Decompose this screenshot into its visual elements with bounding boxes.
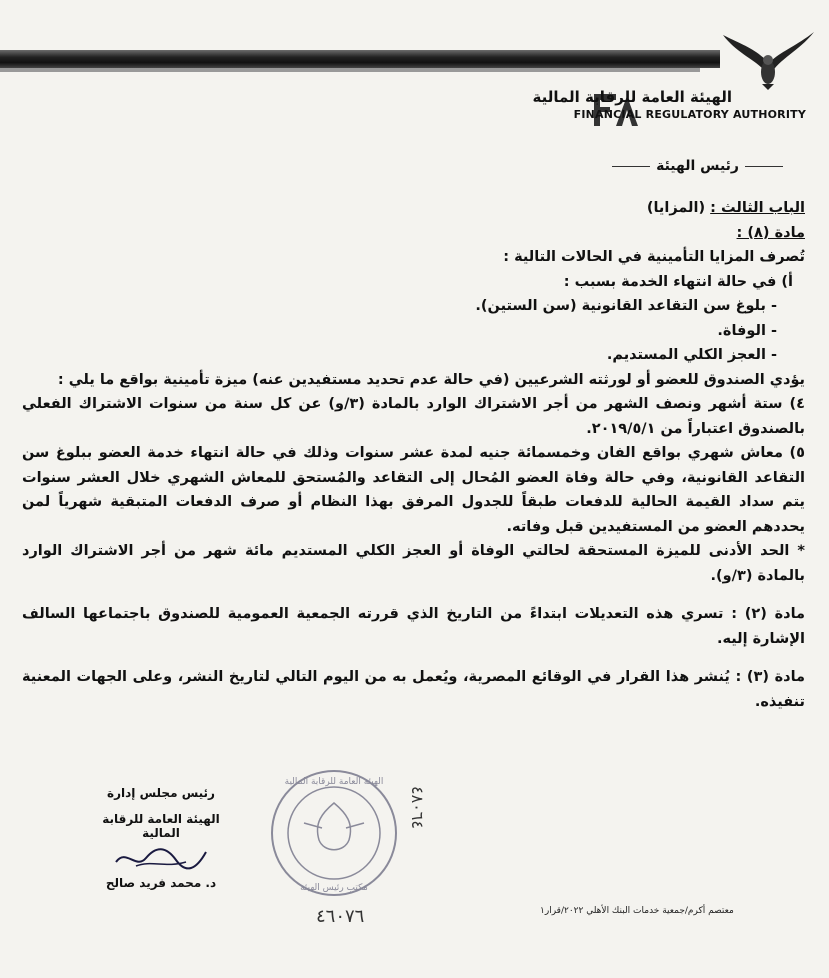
chapter-title: (المزايا) [646,200,706,216]
official-seal-icon [264,768,404,898]
item-4: ٤) ستة أشهر ونصف الشهر من أجر الاشتراك الوارد بالمادة (٣/و) عن كل سنة من سنوات الاشتراك الفعلي بالصندوق اعتباراً من ٢٠١٩/٥/١. [22,396,806,437]
chapter-label: الباب الثالث : [710,200,805,216]
org-name-english: FINANCIAL REGULATORY AUTHORITY [573,108,806,121]
bullet-item: - العجز الكلي المستديم. [606,347,777,363]
signature-title-line1: رئيس مجلس إدارة [107,786,215,800]
signature-title-line2: الهيئة العامة للرقابة المالية [102,812,220,840]
eagle-logo-icon [718,30,818,90]
bottom-reference-number: ٤٦٠٧٦ [316,906,365,927]
footer-reference: معتصم أكرم/جمعية خدمات البنك الأهلي ٢٠٢٢/قرار١ [540,906,734,916]
intro-line: تُصرف المزايا التأمينية في الحالات التالية : [503,249,805,265]
handwritten-signature-icon [106,840,216,876]
org-name-arabic: الهيئة العامة للرقابة المالية [532,88,732,106]
bullet-item: - بلوغ سن التقاعد القانونية (سن الستين). [475,298,777,314]
signatory-name: د. محمد فريد صالح [105,876,217,890]
side-reference-number: ٤٨٠٦٤ [408,786,427,829]
header-band-shadow [0,68,700,72]
payment-paragraph: يؤدي الصندوق للعضو أو لورثته الشرعيين (في حالة عدم تحديد مستفيدين عنه) ميزة تأمينية بواقع ما يلي : [57,371,805,388]
office-rule-right [745,166,783,167]
minimum-benefit-note: * الحد الأدنى للميزة المستحقة لحالتي الوفاة أو العجز الكلي المستديم مائة شهر من أجر الاشتراك الوارد بالمادة (٣/و). [22,543,805,584]
office-title [606,158,789,174]
bullet-item: - الوفاة. [717,322,777,339]
document-body [22,196,805,714]
chapter-line [22,196,805,221]
item-5: ٥) معاش شهري بواقع الفان وخمسمائة جنيه لمدة عشر سنوات وذلك في حالة انتهاء خدمة العضو ببلوغ سن التقاعد القانونية، وفي حالة وفاة العضو المُحال إلى التقاعد والمُستحق للمعاش الشهري خلال العشر سنوات يتم سداد القيمة الحالية للدفعات طبقاً للجدول المرفق بهذا النظام أو صرف الدفعات المتبقية شهرياً لمن يحددهم العضو من المستفيدين قبل وفاته. [22,445,805,535]
article-8-heading: مادة (٨) : [736,224,805,241]
office-title-text: رئيس الهيئة [656,158,739,174]
signature-block [86,786,236,890]
spacer [22,651,805,665]
seal-bottom-text: مكتب رئيس الهيئة [300,883,368,893]
office-rule-left [612,166,650,167]
seal-ring-text: الهيئة العامة للرقابة المالية [284,777,384,787]
article-3: مادة (٣) : يُنشر هذا القرار في الوقائع المصرية، ويُعمل به من اليوم التالي لتاريخ النشر، وعلى الجهات المعنية تنفيذه. [22,669,805,710]
article-2: مادة (٢) : تسري هذه التعديلات ابتداءً من التاريخ الذي قررته الجمعية العمومية للصندوق باجتماعها السالف الإشارة إليه. [22,606,806,647]
header-band [0,50,720,68]
case-a: أ) في حالة انتهاء الخدمة بسبب : [563,273,793,290]
spacer [22,588,805,602]
